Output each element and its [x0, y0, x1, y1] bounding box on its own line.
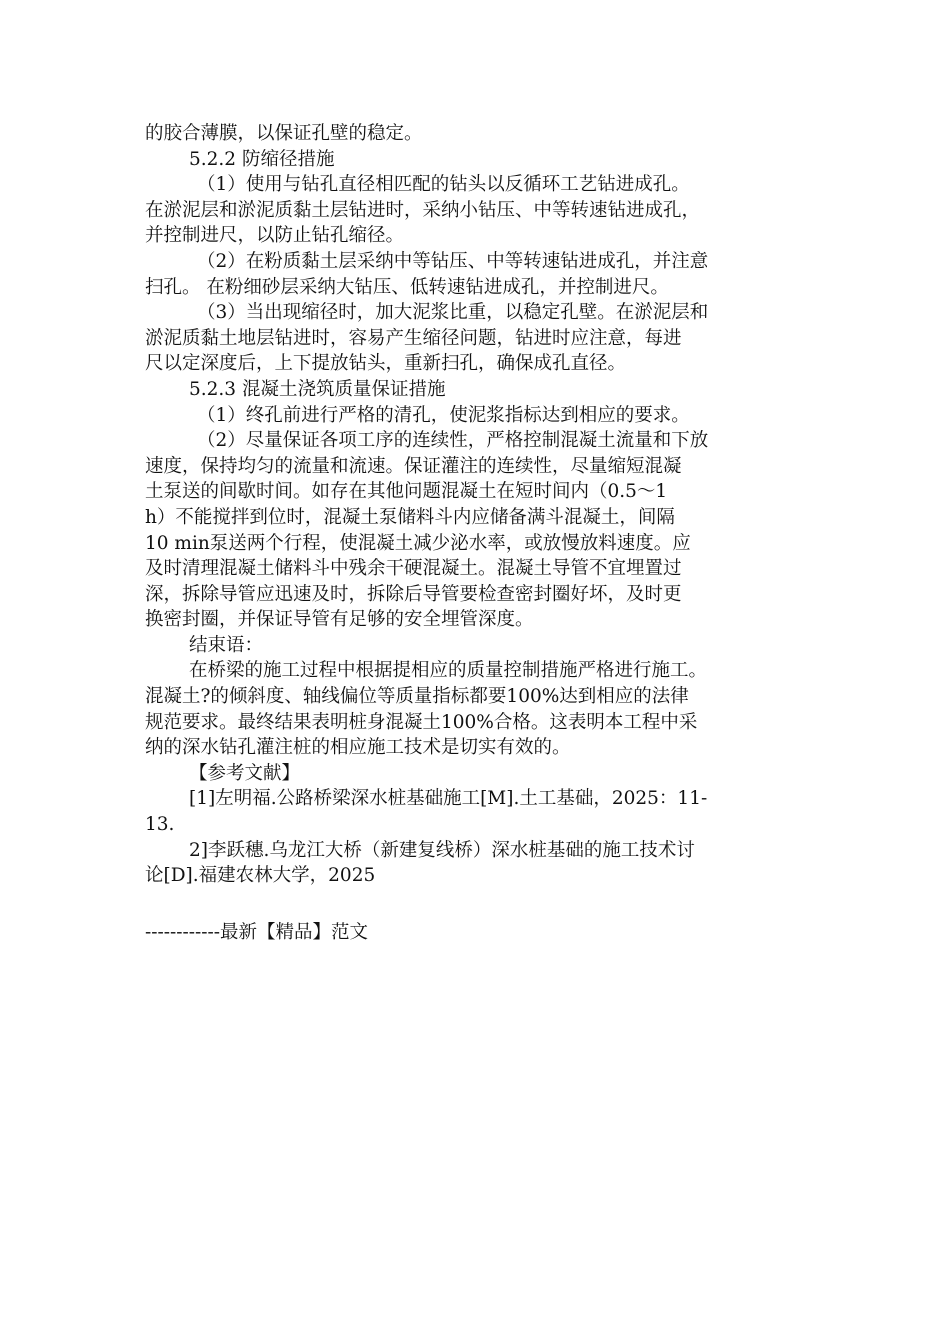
- text-line: 13.: [145, 814, 175, 836]
- text-line: 深，拆除导管应迅速及时，拆除后导管要检查密封圈好坏，及时更: [145, 583, 682, 605]
- text-line: 规范要求。最终结果表明桩身混凝土100%合格。这表明本工程中采: [145, 711, 698, 733]
- text-line: 论[D].福建农林大学，2025: [145, 865, 376, 887]
- text-line: [1]左明福.公路桥梁深水桩基础施工[M].土工基础，2025：11-: [189, 788, 708, 810]
- text-line: 10 min泵送两个行程，使混凝土减少泌水率，或放慢放料速度。应: [145, 532, 691, 554]
- text-line: 土泵送的间歇时间。如存在其他问题混凝土在短时间内（0.5～1: [145, 481, 668, 503]
- text-line: （1）使用与钻孔直径相匹配的钻头以反循环工艺钻进成孔。: [197, 174, 690, 196]
- text-line: 【参考文献】: [189, 762, 301, 784]
- text-line: 2]李跃穗.乌龙江大桥（新建复线桥）深水桩基础的施工技术讨: [189, 839, 695, 861]
- text-line: 并控制进尺，以防止钻孔缩径。: [145, 225, 405, 247]
- text-line: （2）在粉质黏土层采纳中等钻压、中等转速钻进成孔，并注意: [197, 250, 709, 272]
- document-body: [145, 121, 810, 889]
- text-line: 扫孔。 在粉细砂层采纳大钻压、低转速钻进成孔，并控制进尺。: [145, 276, 669, 298]
- text-line: h）不能搅拌到位时，混凝土泵储料斗内应储备满斗混凝土，间隔: [145, 506, 675, 528]
- text-line: （3）当出现缩径时，加大泥浆比重，以稳定孔壁。在淤泥层和: [197, 302, 709, 324]
- text-line: 结束语：: [189, 634, 264, 656]
- text-line: 在桥梁的施工过程中根据提相应的质量控制措施严格进行施工。: [189, 660, 708, 682]
- text-line: 混凝土?的倾斜度、轴线偏位等质量指标都要100%达到相应的法律: [145, 686, 689, 708]
- text-line: 在淤泥层和淤泥质黏土层钻进时，采纳小钻压、中等转速钻进成孔，: [145, 199, 701, 221]
- text-line: 5.2.2 防缩径措施: [189, 148, 335, 170]
- text-line: 尺以定深度后，上下提放钻头，重新扫孔，确保成孔直径。: [145, 353, 627, 375]
- text-line: 纳的深水钻孔灌注桩的相应施工技术是切实有效的。: [145, 737, 571, 759]
- text-line: 速度，保持均匀的流量和流速。保证灌注的连续性，尽量缩短混凝: [145, 455, 682, 477]
- text-line: （2）尽量保证各项工序的连续性，严格控制混凝土流量和下放: [197, 430, 709, 452]
- text-line: 5.2.3 混凝土浇筑质量保证措施: [189, 378, 446, 400]
- text-line: 及时清理混凝土储料斗中残余干硬混凝土。混凝土导管不宜埋置过: [145, 558, 682, 580]
- text-line: 的胶合薄膜，以保证孔壁的稳定。: [145, 123, 423, 144]
- text-line: 换密封圈，并保证导管有足够的安全埋管深度。: [145, 609, 534, 631]
- text-line: （1）终孔前进行严格的清孔，使泥浆指标达到相应的要求。: [197, 404, 690, 426]
- text-line: 淤泥质黏土地层钻进时，容易产生缩径问题，钻进时应注意，每进: [145, 327, 682, 349]
- footer-tagline: ------------最新【精品】范文: [145, 922, 369, 943]
